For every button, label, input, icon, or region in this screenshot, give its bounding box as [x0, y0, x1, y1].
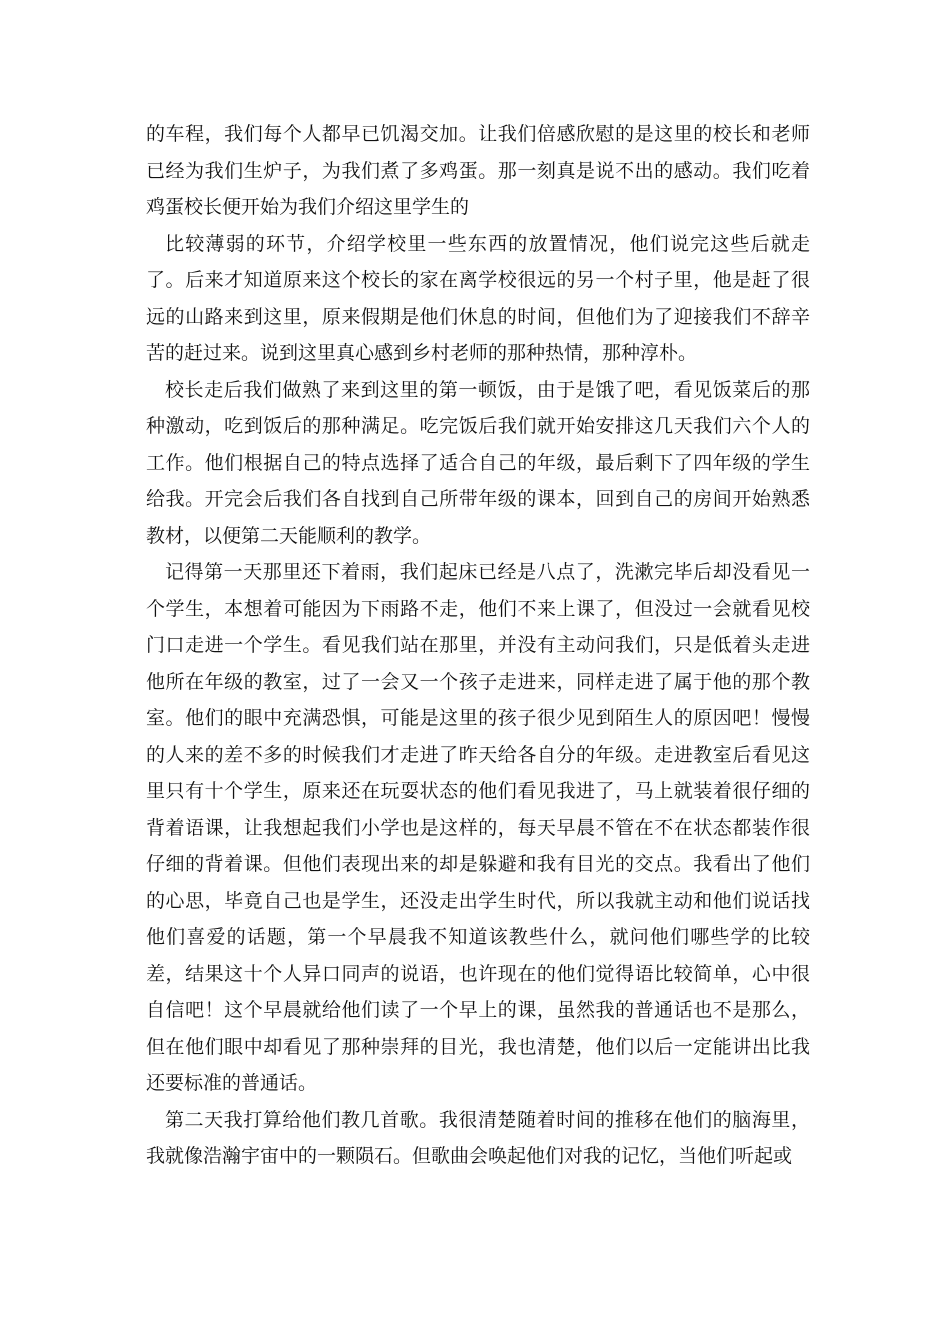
paragraph-5: 第二天我打算给他们教几首歌。我很清楚随着时间的推移在他们的脑海里，我就像浩瀚宇宙中的一颗陨石。但歌曲会唤起他们对我的记忆，当他们听起或 — [146, 1108, 810, 1167]
paragraph-3: 校长走后我们做熟了来到这里的第一顿饭，由于是饿了吧，看见饭菜后的那种激动，吃到饭后的那种满足。吃完饭后我们就开始安排这几天我们六个人的工作。他们根据自己的特点选择了适合自己的年级，最后剩下了四年级的学生给我。开完会后我们各自找到自己所带年级的课本，回到自己的房间开始熟悉教材，以便第二天能顺利的教学。 — [146, 378, 810, 547]
paragraph-1: 的车程，我们每个人都早已饥渴交加。让我们倍感欣慰的是这里的校长和老师已经为我们生炉子，为我们煮了多鸡蛋。那一刻真是说不出的感动。我们吃着鸡蛋校长便开始为我们介绍这里学生的 — [146, 123, 810, 218]
paragraph-2: 比较薄弱的环节，介绍学校里一些东西的放置情况，他们说完这些后就走了。后来才知道原来这个校长的家在离学校很远的另一个村子里，他是赶了很远的山路来到这里，原来假期是他们休息的时间，但他们为了迎接我们不辞辛苦的赶过来。说到这里真心感到乡村老师的那种热情，那种淳朴。 — [146, 232, 810, 364]
document-body — [146, 116, 810, 1175]
paragraph-4: 记得第一天那里还下着雨，我们起床已经是八点了，洗漱完毕后却没看见一个学生，本想着可能因为下雨路不走，他们不来上课了，但没过一会就看见校门口走进一个学生。看见我们站在那里，并没有主动问我们，只是低着头走进他所在年级的教室，过了一会又一个孩子走进来，同样走进了属于他的那个教室。他们的眼中充满恐惧，可能是这里的孩子很少见到陌生人的原因吧！慢慢的人来的差不多的时候我们才走进了昨天给各自分的年级。走进教室后看见这里只有十个学生，原来还在玩耍状态的他们看见我进了，马上就装着很仔细的背着语课，让我想起我们小学也是这样的，每天早晨不管在不在状态都装作很仔细的背着课。但他们表现出来的却是躲避和我有目光的交点。我看出了他们的心思，毕竟自己也是学生，还没走出学生时代，所以我就主动和他们说话找他们喜爱的话题，第一个早晨我不知道该教些什么，就问他们哪些学的比较差，结果这十个人异口同声的说语，也许现在的他们觉得语比较简单，心中很自信吧！这个早晨就给他们读了一个早上的课，虽然我的普通话也不是那么，但在他们眼中却看见了那种崇拜的目光，我也清楚，他们以后一定能讲出比我还要标准的普通话。 — [146, 561, 810, 1094]
